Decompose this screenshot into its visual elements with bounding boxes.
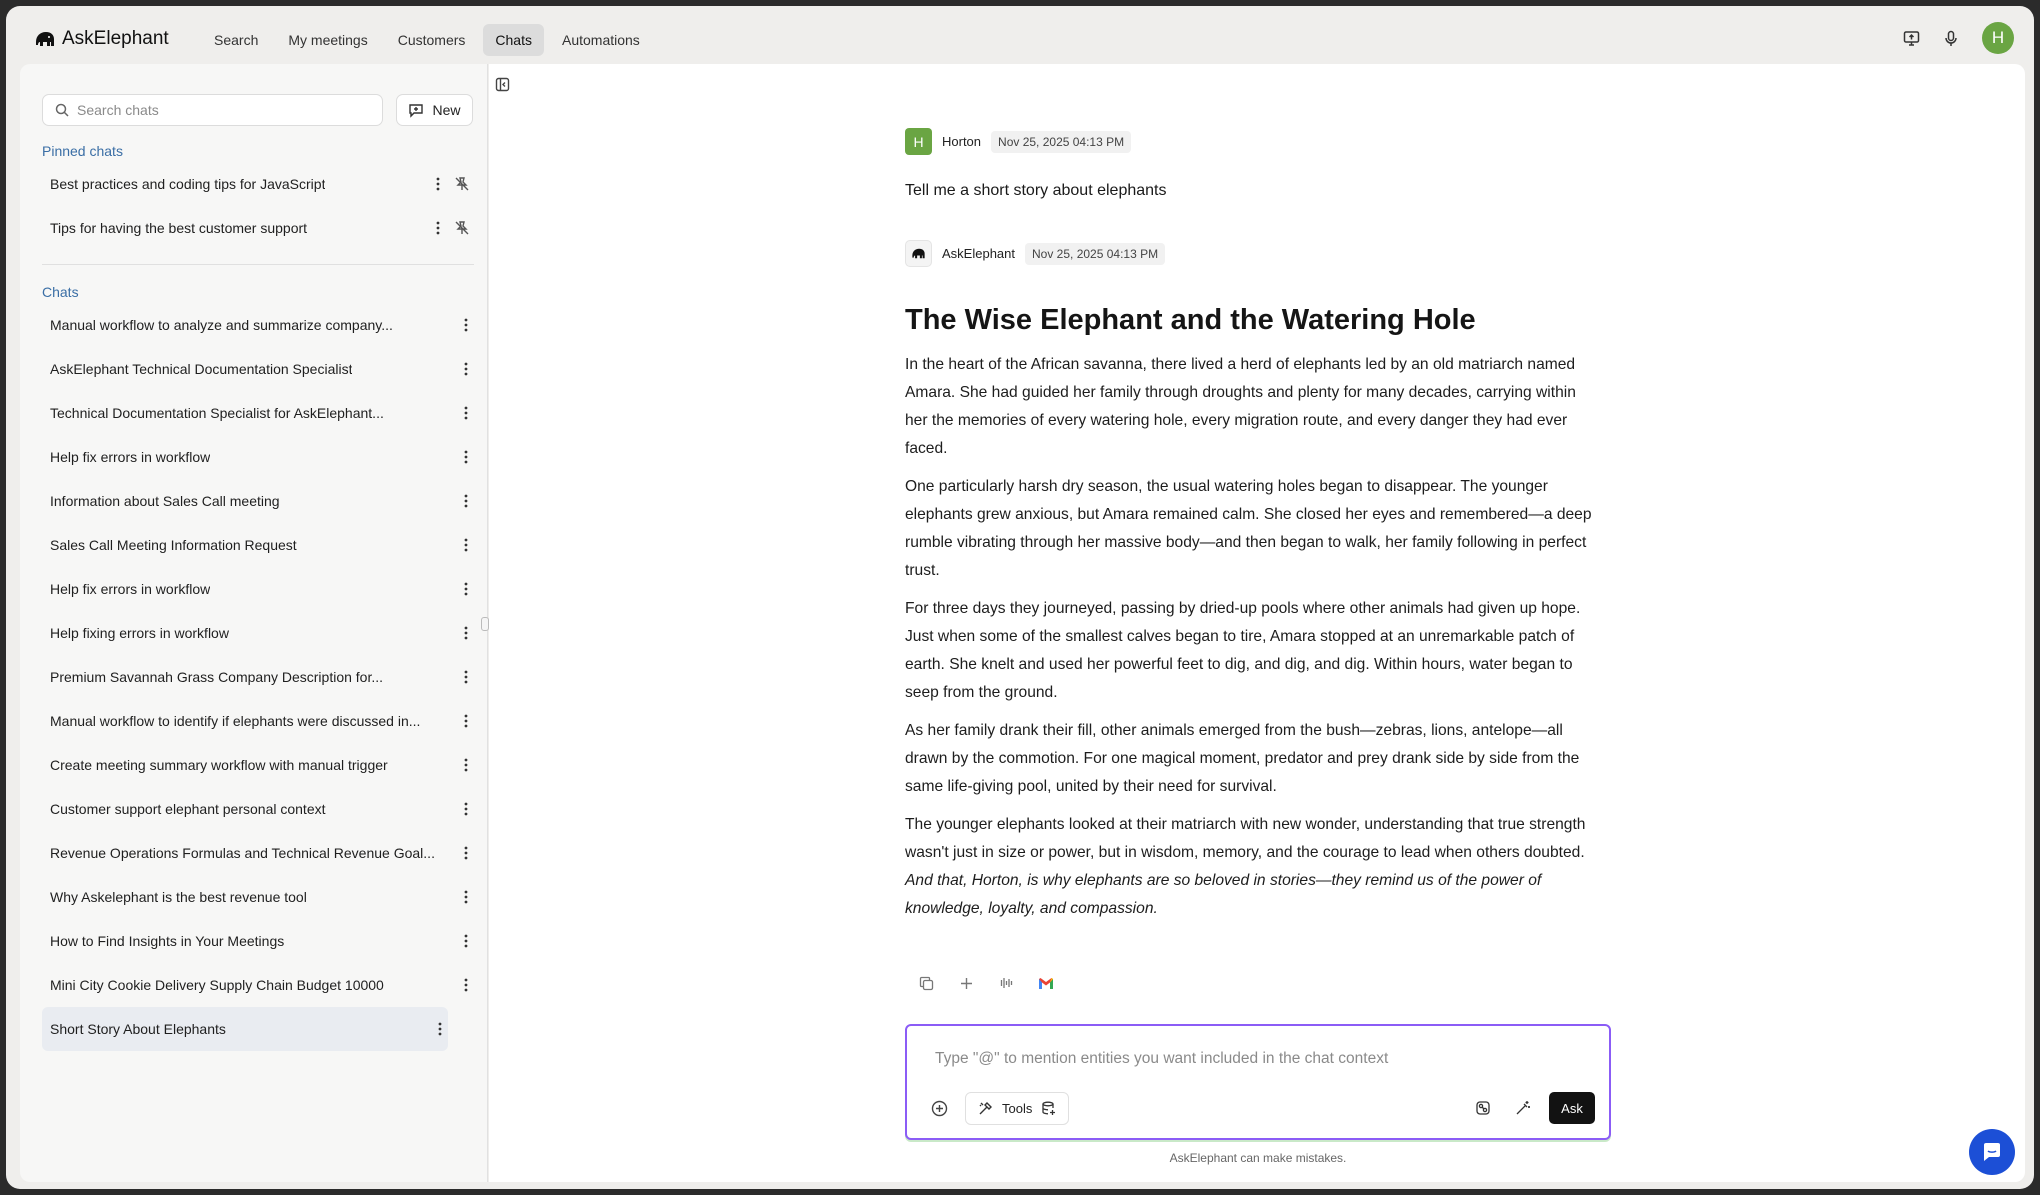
- new-chat-button[interactable]: [396, 94, 473, 126]
- chat-item[interactable]: [42, 523, 474, 567]
- chat-item[interactable]: [42, 611, 474, 655]
- chat-item[interactable]: [42, 567, 474, 611]
- sidebar-divider: [42, 264, 474, 265]
- user-avatar[interactable]: H: [1982, 22, 2014, 54]
- chat-item-label: Manual workflow to identify if elephants were discussed in...: [50, 713, 421, 729]
- story-body: [905, 351, 1595, 933]
- more-options-icon[interactable]: [432, 1021, 448, 1037]
- chat-item-label: Create meeting summary workflow with manual trigger: [50, 757, 388, 773]
- database-icon: [1041, 1101, 1056, 1116]
- nav-tab-chats[interactable]: Chats: [483, 24, 544, 56]
- elephant-logo-icon: [911, 247, 926, 260]
- nav-tab-customers[interactable]: Customers: [397, 32, 466, 48]
- chat-item-label: Premium Savannah Grass Company Description for...: [50, 669, 384, 685]
- pinned-chat-item[interactable]: [42, 162, 474, 206]
- chat-item[interactable]: [42, 347, 474, 391]
- chat-item[interactable]: [42, 963, 474, 1007]
- unpin-icon[interactable]: [454, 220, 470, 236]
- chat-main-panel: [489, 64, 2025, 1182]
- chat-item[interactable]: [42, 831, 474, 875]
- pinned-chat-item[interactable]: [42, 206, 474, 250]
- chat-item[interactable]: [42, 479, 474, 523]
- search-chats-box[interactable]: [42, 94, 383, 126]
- add-attachment-icon[interactable]: [931, 1100, 949, 1118]
- nav-tab-my-meetings[interactable]: My meetings: [288, 32, 368, 48]
- chat-item-label: Tips for having the best customer support: [50, 220, 308, 236]
- context-icon[interactable]: [1475, 1100, 1493, 1118]
- assistant-message-header: [905, 240, 1165, 267]
- elephant-logo-icon: [34, 30, 56, 48]
- story-title: The Wise Elephant and the Watering Hole: [905, 304, 1476, 336]
- chat-item-label: Manual workflow to analyze and summarize company...: [50, 317, 393, 333]
- more-options-icon[interactable]: [458, 493, 474, 509]
- gmail-icon[interactable]: [1037, 974, 1055, 992]
- story-paragraph: The younger elephants looked at their matriarch with new wonder, understanding that true strength wasn't just in size or power, but in wisdom, memory, and the courage to lead when others doubted.: [905, 816, 1586, 861]
- more-options-icon[interactable]: [458, 581, 474, 597]
- chat-item-label: Mini City Cookie Delivery Supply Chain Budget 10000: [50, 977, 384, 993]
- unpin-icon[interactable]: [454, 176, 470, 192]
- screen-share-icon[interactable]: [1902, 29, 1920, 47]
- assistant-message-author: AskElephant: [942, 246, 1015, 261]
- chat-item-label: Technical Documentation Specialist for AskElephant...: [50, 405, 384, 421]
- chat-item[interactable]: [42, 919, 474, 963]
- magic-wand-icon[interactable]: [1515, 1100, 1533, 1118]
- chat-item[interactable]: [42, 1007, 448, 1051]
- more-options-icon[interactable]: [458, 317, 474, 333]
- story-paragraph: For three days they journeyed, passing by dried-up pools where other animals had given up hope. Just when some of the smallest calves began to tire, Amara stopped at an unremarkable patch of earth. She knelt and used her powerful feet to dig, and dig, and dig. Within hours, water began to seep from the ground.: [905, 600, 1581, 701]
- more-options-icon[interactable]: [430, 220, 446, 236]
- chat-item-label: Customer support elephant personal context: [50, 801, 326, 817]
- more-options-icon[interactable]: [430, 176, 446, 192]
- chat-item-label: Help fix errors in workflow: [50, 581, 211, 597]
- new-chat-label: New: [432, 102, 461, 118]
- chat-item[interactable]: [42, 787, 474, 831]
- more-options-icon[interactable]: [458, 361, 474, 377]
- app-window: [6, 6, 2034, 1189]
- tools-label: Tools: [1002, 1101, 1033, 1116]
- chat-item[interactable]: [42, 875, 474, 919]
- top-right-icons: [1902, 22, 2014, 54]
- chat-item-label: AskElephant Technical Documentation Specialist: [50, 361, 353, 377]
- more-options-icon[interactable]: [458, 889, 474, 905]
- chat-list: [42, 303, 474, 1051]
- brand-name: AskElephant: [62, 28, 169, 49]
- user-message-text: Tell me a short story about elephants: [905, 182, 1167, 199]
- chat-bubble-icon: [1981, 1141, 2003, 1163]
- chat-composer: [905, 1024, 1611, 1140]
- more-options-icon[interactable]: [458, 537, 474, 553]
- chat-item[interactable]: [42, 303, 474, 347]
- chat-item-label: Revenue Operations Formulas and Technical Revenue Goal...: [50, 845, 435, 861]
- chat-item[interactable]: [42, 699, 474, 743]
- more-options-icon[interactable]: [458, 801, 474, 817]
- chat-item[interactable]: [42, 391, 474, 435]
- more-options-icon[interactable]: [458, 757, 474, 773]
- top-nav: [6, 6, 2034, 66]
- brand-logo[interactable]: [34, 28, 169, 50]
- chat-item[interactable]: [42, 743, 474, 787]
- chats-heading: Chats: [42, 284, 79, 300]
- more-options-icon[interactable]: [458, 625, 474, 641]
- user-message-timestamp: Nov 25, 2025 04:13 PM: [991, 131, 1131, 153]
- story-paragraph: In the heart of the African savanna, there lived a herd of elephants led by an old matriarch named Amara. She had guided her family through droughts and plenty for many decades, carrying within her the memories of every watering hole, every migration route, and every danger they had ever faced.: [905, 356, 1576, 457]
- message-actions: [917, 974, 1055, 992]
- chat-item-label: Sales Call Meeting Information Request: [50, 537, 297, 553]
- disclaimer-text: AskElephant can make mistakes.: [1169, 1151, 1347, 1165]
- story-closing: And that, Horton, is why elephants are so beloved in stories—they remind us of the power of knowledge, loyalty, and compassion.: [905, 872, 1542, 917]
- chat-item-label: Help fix errors in workflow: [50, 449, 211, 465]
- chat-item-label: Help fixing errors in workflow: [50, 625, 229, 641]
- more-options-icon[interactable]: [458, 449, 474, 465]
- sidebar-resize-handle[interactable]: [481, 617, 489, 631]
- search-chats-input[interactable]: [77, 102, 367, 118]
- story-paragraph: As her family drank their fill, other animals emerged from the bush—zebras, lions, antelope—all drawn by the commotion. For one magical moment, predator and prey drank side by side from the same life-giving pool, united by their need for survival.: [905, 722, 1580, 795]
- user-message-author: Horton: [942, 134, 982, 149]
- nav-tab-automations[interactable]: Automations: [561, 32, 640, 48]
- chat-item[interactable]: [42, 435, 474, 479]
- more-options-icon[interactable]: [458, 933, 474, 949]
- pinned-chats-heading: Pinned chats: [42, 143, 123, 159]
- chat-input[interactable]: [935, 1050, 1575, 1076]
- chat-item-label: Short Story About Elephants: [50, 1021, 226, 1037]
- chat-item-label: Information about Sales Call meeting: [50, 493, 280, 509]
- askelephant-avatar: [905, 240, 932, 267]
- story-paragraph: One particularly harsh dry season, the usual watering holes began to disappear. The younger elephants grew anxious, but Amara remained calm. She closed her eyes and remembered—a deep rumble vibrating through her massive body—and then began to walk, her family following in perfect trust.: [905, 478, 1592, 579]
- audio-waveform-icon[interactable]: [997, 974, 1015, 992]
- more-options-icon[interactable]: [458, 405, 474, 421]
- user-message-header: [905, 128, 1131, 155]
- collapse-sidebar-icon[interactable]: [495, 77, 511, 93]
- tools-button[interactable]: [965, 1092, 1069, 1125]
- chat-item[interactable]: [42, 655, 474, 699]
- more-options-icon[interactable]: [458, 713, 474, 729]
- ask-button[interactable]: Ask: [1549, 1092, 1595, 1124]
- plus-icon[interactable]: [957, 974, 975, 992]
- pinned-chat-list: [42, 162, 474, 250]
- chat-item-label: Best practices and coding tips for JavaScript: [50, 176, 326, 192]
- chat-item-label: How to Find Insights in Your Meetings: [50, 933, 285, 949]
- assistant-message-timestamp: Nov 25, 2025 04:13 PM: [1025, 243, 1165, 265]
- more-options-icon[interactable]: [458, 669, 474, 685]
- more-options-icon[interactable]: [458, 977, 474, 993]
- support-chat-button[interactable]: [1969, 1129, 2015, 1175]
- user-message-avatar: H: [905, 128, 932, 155]
- nav-tabs: [202, 24, 652, 56]
- more-options-icon[interactable]: [458, 845, 474, 861]
- microphone-icon[interactable]: [1942, 29, 1960, 47]
- search-icon: [55, 103, 69, 117]
- copy-icon[interactable]: [917, 974, 935, 992]
- new-chat-icon: [408, 103, 424, 118]
- tools-icon: [978, 1101, 993, 1116]
- chat-sidebar: [20, 64, 488, 1182]
- nav-tab-search[interactable]: Search: [214, 32, 259, 48]
- chat-item-label: Why Askelephant is the best revenue tool: [50, 889, 307, 905]
